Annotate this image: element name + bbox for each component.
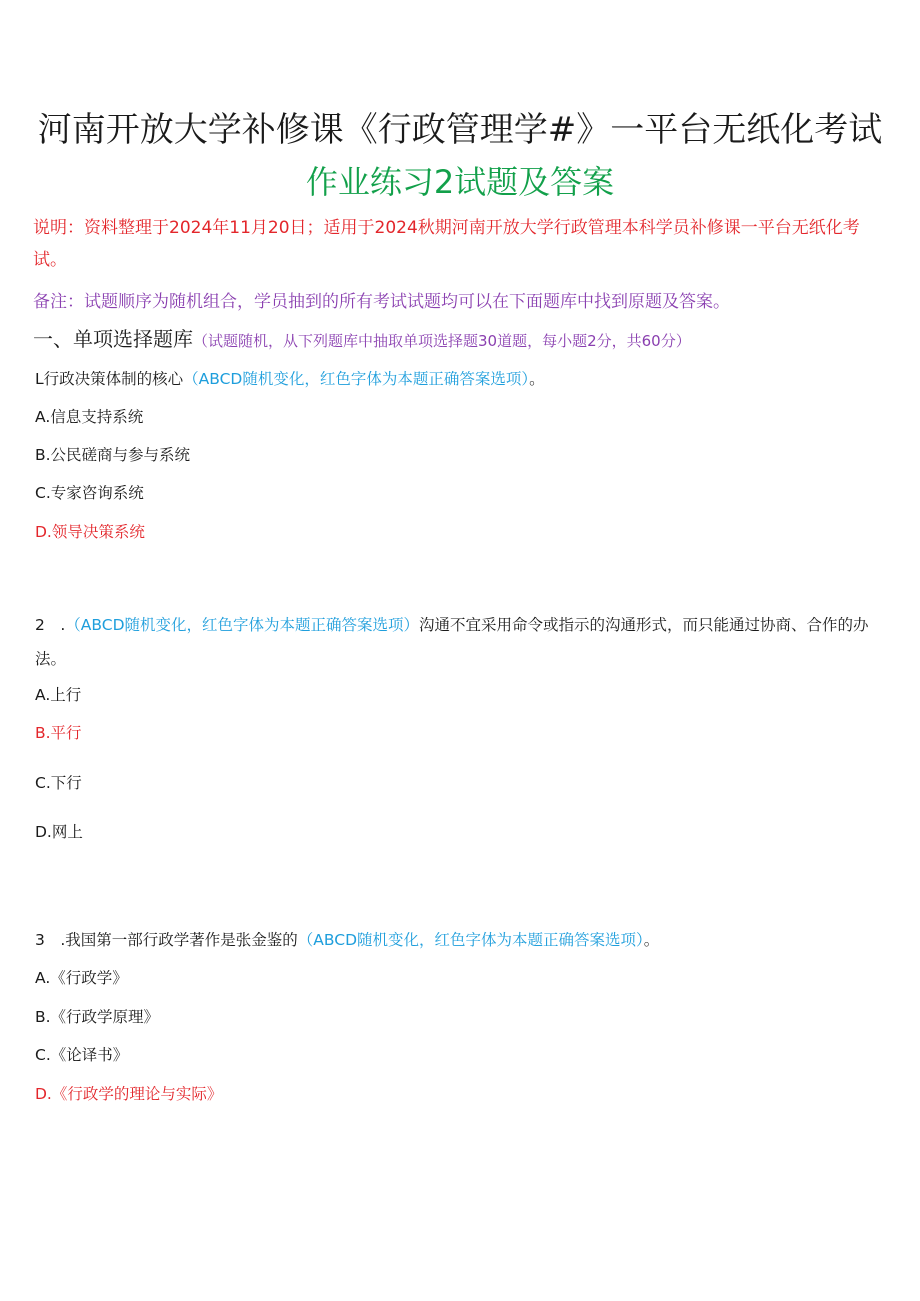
option-c: C.《论译书》 — [35, 1046, 129, 1064]
answer-note: （ABCD随机变化，红色字体为本题正确答案选项） — [183, 370, 530, 388]
option-b: B.《行政学原理》 — [35, 1008, 160, 1026]
option-a: A.《行政学》 — [35, 969, 128, 987]
answer-note: （ABCD随机变化，红色字体为本题正确答案选项） — [65, 616, 420, 634]
document-title: 河南开放大学补修课《行政管理学#》一平台无纸化考试 — [37, 110, 883, 150]
option-d: D.网上 — [35, 823, 83, 841]
option-a: A.上行 — [35, 686, 82, 704]
option-c: C.下行 — [35, 774, 82, 792]
section-title: 一、单项选择题库 — [33, 327, 193, 351]
option-d-correct: D.《行政学的理论与实际》 — [35, 1085, 223, 1103]
document-subtitle: 作业练习2试题及答案 — [305, 163, 615, 201]
description-note: 说明：资料整理于2024年11月20日；适用于2024秋期河南开放大学行政管理本科学员补修课一平台无纸化考试。 — [33, 218, 860, 270]
option-d-correct: D.领导决策系统 — [35, 523, 145, 541]
question-stem: L行政决策体制的核心（ABCD随机变化，红色字体为本题正确答案选项）。 — [35, 370, 545, 388]
answer-note: （ABCD随机变化，红色字体为本题正确答案选项） — [297, 931, 644, 949]
question-stem: 3 .我国第一部行政学著作是张金鉴的（ABCD随机变化，红色字体为本题正确答案选项）。 — [35, 931, 660, 949]
remark-note: 备注：试题顺序为随机组合，学员抽到的所有考试试题均可以在下面题库中找到原题及答案。 — [33, 292, 730, 312]
section-hint: （试题随机，从下列题库中抽取单项选择题30道题，每小题2分，共60分） — [193, 332, 691, 350]
section-heading — [33, 322, 691, 358]
question-stem: 2 .（ABCD随机变化，红色字体为本题正确答案选项）沟通不宜采用命令或指示的沟通形式，而只能通过协商、合作的办法。 — [35, 616, 869, 668]
option-a: A.信息支持系统 — [35, 408, 144, 426]
option-b: B.公民磋商与参与系统 — [35, 446, 191, 464]
option-c: C.专家咨询系统 — [35, 484, 144, 502]
option-b-correct: B.平行 — [35, 724, 82, 742]
